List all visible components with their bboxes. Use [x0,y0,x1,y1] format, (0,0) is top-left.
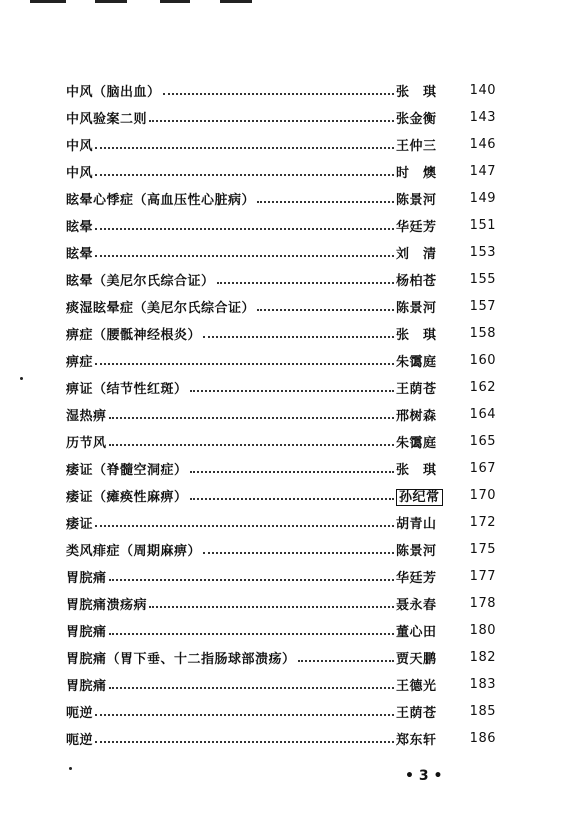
toc-entry [66,509,496,536]
toc-entry [66,185,496,212]
toc-entry [66,212,496,239]
scan-edge-mark [95,0,127,3]
dot-leader [257,308,394,311]
toc-entry-author [396,243,466,262]
toc-entry-page: 186 [469,731,496,746]
toc-entry-author [396,81,466,100]
toc-entry-author [396,135,466,154]
toc-entry-title: 历节风 [66,436,107,451]
toc-entry-page: 175 [469,542,496,557]
toc-entry-author-text: 陈景河 [396,193,437,208]
toc-entry-author-text: 邢树森 [396,409,437,424]
toc-entry-author [396,594,466,613]
toc-entry-author-text: 王荫苍 [396,706,437,721]
toc-entry-author-text: 陈景河 [396,544,437,559]
toc-entry-title: 中风 [66,139,94,154]
toc-entry-title: 湿热痹 [66,409,107,424]
dot-leader [95,173,394,176]
toc-entry-author-text: 张 琪 [396,328,437,343]
toc-entry-author-text: 王荫苍 [396,382,437,397]
toc-entry [66,428,496,455]
dot-leader [257,200,394,203]
toc-entry-page: 170 [469,488,496,503]
toc-entry-page: 146 [469,137,496,152]
toc-entry-title: 痹证（结节性红斑） [66,382,188,397]
toc-entry-author [396,216,466,235]
toc-entry [66,536,496,563]
toc-entry-page: 151 [469,218,496,233]
toc-entry-author-text: 孙纪常 [396,489,443,506]
toc-entry-author-text: 陈景河 [396,301,437,316]
page-number: • 3 • [405,768,443,784]
toc-entry-title: 中风验案二则 [66,112,148,127]
toc-entry-author-text: 张 琪 [396,85,437,100]
toc-entry [66,617,496,644]
toc-entry [66,104,496,131]
toc-entry-title: 痿证（脊髓空洞症） [66,463,188,478]
dot-leader [190,470,394,473]
dot-leader [203,335,394,338]
dot-leader [298,659,394,662]
scan-edge-mark [30,0,66,3]
toc-entry-author [396,648,466,667]
table-of-contents [66,77,496,752]
dot-leader [190,497,394,500]
toc-entry-author [396,297,466,316]
toc-entry-title: 眩晕心悸症（高血压性心脏病） [66,193,256,208]
dot-leader [95,362,394,365]
toc-entry-page: 167 [469,461,496,476]
toc-entry-author [396,108,466,127]
toc-entry [66,158,496,185]
dot-leader [109,686,394,689]
dot-leader [95,254,394,257]
dot-leader [149,605,394,608]
toc-entry [66,293,496,320]
toc-entry [66,320,496,347]
toc-entry-title: 眩晕 [66,220,94,235]
toc-entry [66,347,496,374]
toc-entry-title: 类风痱症（周期麻痹） [66,544,202,559]
toc-entry-page: 143 [469,110,496,125]
toc-entry-author-text: 贾天鹏 [396,652,437,667]
dot-leader [190,389,394,392]
toc-entry-title: 痿证（瘫痪性麻痹） [66,490,188,505]
toc-entry-author [396,675,466,694]
toc-entry-title: 痿证 [66,517,94,532]
toc-entry [66,482,496,509]
toc-entry [66,77,496,104]
toc-entry [66,401,496,428]
toc-entry [66,131,496,158]
toc-entry-title: 胃脘痛 [66,571,107,586]
dot-leader [109,578,394,581]
toc-entry-author-text: 华廷芳 [396,571,437,586]
toc-entry-author [396,162,466,181]
toc-entry-title: 中风 [66,166,94,181]
toc-entry-page: 153 [469,245,496,260]
toc-entry-page: 178 [469,596,496,611]
toc-entry-title: 呃逆 [66,706,94,721]
dot-leader [95,227,394,230]
toc-entry-author [396,405,466,424]
toc-entry [66,455,496,482]
toc-entry-author-text: 刘 清 [396,247,437,262]
toc-entry-title: 眩晕（美尼尔氏综合证） [66,274,215,289]
scan-edge-mark [160,0,190,3]
dot-leader [95,524,394,527]
toc-entry-author-text: 张金衡 [396,112,437,127]
toc-entry-page: 160 [469,353,496,368]
toc-entry-title: 胃脘痛溃疡病 [66,598,148,613]
toc-entry-page: 172 [469,515,496,530]
toc-entry-title: 中风（脑出血） [66,85,161,100]
toc-entry-author [396,351,466,370]
dot-leader [95,740,394,743]
toc-entry [66,563,496,590]
toc-entry [66,671,496,698]
toc-entry-author [396,567,466,586]
toc-entry-title: 胃脘痛 [66,679,107,694]
toc-entry-author-text: 朱霭庭 [396,355,437,370]
toc-entry-author-text: 华廷芳 [396,220,437,235]
toc-entry-page: 158 [469,326,496,341]
toc-entry-page: 180 [469,623,496,638]
toc-entry-author-text: 聂永春 [396,598,437,613]
toc-entry [66,374,496,401]
toc-entry-author-text: 王仲三 [396,139,437,154]
toc-entry-page: 185 [469,704,496,719]
toc-entry-author [396,432,466,451]
scan-speck [69,767,72,770]
toc-entry-page: 147 [469,164,496,179]
toc-entry-author-text: 郑东轩 [396,733,437,748]
dot-leader [109,416,394,419]
toc-entry-page: 165 [469,434,496,449]
toc-entry-page: 177 [469,569,496,584]
dot-leader [95,713,394,716]
toc-entry-page: 157 [469,299,496,314]
dot-leader [109,443,394,446]
toc-entry-author [396,621,466,640]
toc-entry-author-text: 杨柏苍 [396,274,437,289]
toc-entry-author [396,459,466,478]
toc-entry-title: 痹症（腰骶神经根炎） [66,328,202,343]
toc-entry-author-text: 胡青山 [396,517,437,532]
scan-speck [20,377,23,380]
toc-entry [66,698,496,725]
toc-entry-author [396,513,466,532]
dot-leader [109,632,394,635]
toc-entry-author-text: 时 燠 [396,166,437,181]
toc-entry-author [396,486,466,505]
toc-entry-author-text: 董心田 [396,625,437,640]
toc-entry-title: 痰湿眩晕症（美尼尔氏综合证） [66,301,256,316]
toc-entry-title: 痹症 [66,355,94,370]
toc-entry-page: 183 [469,677,496,692]
toc-entry [66,644,496,671]
toc-entry-page: 155 [469,272,496,287]
toc-entry-title: 呃逆 [66,733,94,748]
toc-entry-title: 眩晕 [66,247,94,262]
toc-entry [66,590,496,617]
toc-entry-page: 182 [469,650,496,665]
toc-entry-author [396,270,466,289]
toc-entry-page: 162 [469,380,496,395]
toc-entry-page: 149 [469,191,496,206]
toc-entry-author [396,378,466,397]
toc-entry-page: 164 [469,407,496,422]
toc-entry-author-text: 张 琪 [396,463,437,478]
toc-entry-author [396,324,466,343]
toc-entry [66,725,496,752]
dot-leader [217,281,394,284]
toc-entry-author [396,702,466,721]
toc-entry-author [396,729,466,748]
dot-leader [203,551,394,554]
toc-entry-author-text: 王德光 [396,679,437,694]
dot-leader [95,146,394,149]
scan-edge-mark [220,0,252,3]
toc-entry [66,266,496,293]
toc-entry-page: 140 [469,83,496,98]
dot-leader [149,119,394,122]
toc-entry-title: 胃脘痛（胃下垂、十二指肠球部溃疡） [66,652,296,667]
toc-entry-author [396,540,466,559]
toc-entry-author-text: 朱霭庭 [396,436,437,451]
dot-leader [163,92,394,95]
toc-entry-title: 胃脘痛 [66,625,107,640]
toc-entry [66,239,496,266]
toc-entry-author [396,189,466,208]
